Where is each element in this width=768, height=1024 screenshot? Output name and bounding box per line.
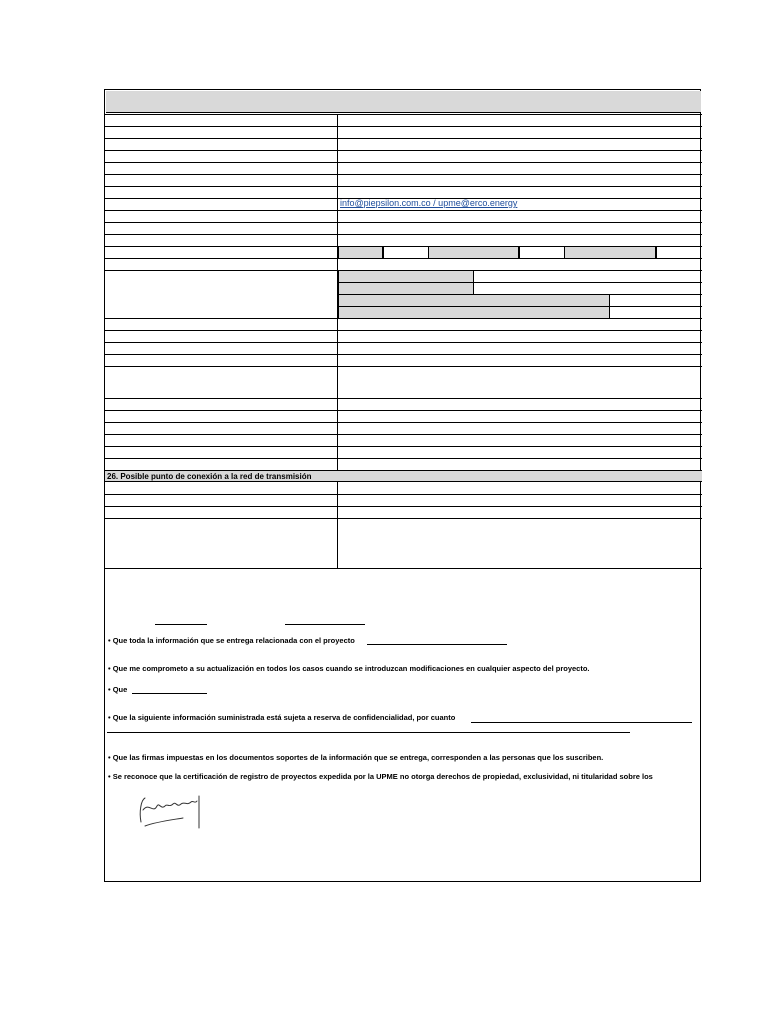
- row-divider: [105, 446, 702, 447]
- subrow-divider: [338, 282, 702, 283]
- declaration-1: • Que toda la información que se entrega relacionada con el proyecto: [108, 636, 355, 645]
- blank-line: [132, 693, 207, 694]
- row-divider: [105, 398, 702, 399]
- row-divider: [105, 330, 702, 331]
- blank-line: [107, 732, 630, 733]
- row-divider: [105, 410, 702, 411]
- row-divider: [105, 342, 702, 343]
- row-divider: [105, 150, 702, 151]
- row-divider: [105, 126, 702, 127]
- row-divider: [105, 174, 702, 175]
- declaration-6: • Se reconoce que la certificación de registro de proyectos expedida por la UPME no otorga derechos de propiedad, exclusividad, ni titularidad sobre los: [108, 772, 653, 781]
- column-divider: [337, 482, 338, 568]
- row-divider: [105, 222, 702, 223]
- row-divider: [105, 234, 702, 235]
- subcell-divider: [519, 246, 520, 258]
- grey-subcell: [564, 246, 656, 259]
- section-26-header: [105, 470, 702, 482]
- grey-subcell: [338, 246, 383, 259]
- blank-line: [471, 722, 692, 723]
- contact-email-link[interactable]: info@piepsilon.com.co / upme@erco.energy: [340, 198, 518, 208]
- row-divider: [105, 458, 702, 459]
- declaration-4: • Que la siguiente información suministrada está sujeta a reserva de confidencialidad, por cuanto: [108, 713, 456, 722]
- row-divider: [105, 434, 702, 435]
- handwritten-signature: [135, 792, 205, 832]
- row-divider: [105, 138, 702, 139]
- blank-line: [155, 624, 207, 625]
- declaration-5: • Que las firmas impuestas en los documentos soportes de la información que se entrega, corresponden a las personas que los suscriben.: [108, 753, 604, 762]
- blank-line: [367, 644, 507, 645]
- subcell-divider: [656, 246, 657, 258]
- subcell-divider: [383, 246, 384, 258]
- row-divider: [105, 506, 702, 507]
- blank-line: [285, 624, 365, 625]
- registration-form: [104, 89, 701, 882]
- declarations-area: [105, 570, 702, 882]
- declaration-3: • Que: [108, 685, 128, 694]
- row-divider: [105, 114, 702, 115]
- grey-subcell: [338, 306, 610, 319]
- row-divider: [105, 186, 702, 187]
- grey-subcell: [428, 246, 519, 259]
- row-divider: [105, 366, 702, 367]
- row-divider: [105, 422, 702, 423]
- row-divider: [105, 210, 702, 211]
- row-divider: [105, 494, 702, 495]
- declaration-2: • Que me comprometo a su actualización en todos los casos cuando se introduzcan modificaciones en cualquier aspecto del proyecto.: [108, 664, 590, 673]
- row-divider: [105, 162, 702, 163]
- row-divider: [105, 518, 702, 519]
- form-grid: [105, 90, 702, 570]
- row-divider: [105, 354, 702, 355]
- row-divider: [105, 568, 702, 569]
- section-26-title: 26. Posible punto de conexión a la red de transmisión: [107, 472, 312, 481]
